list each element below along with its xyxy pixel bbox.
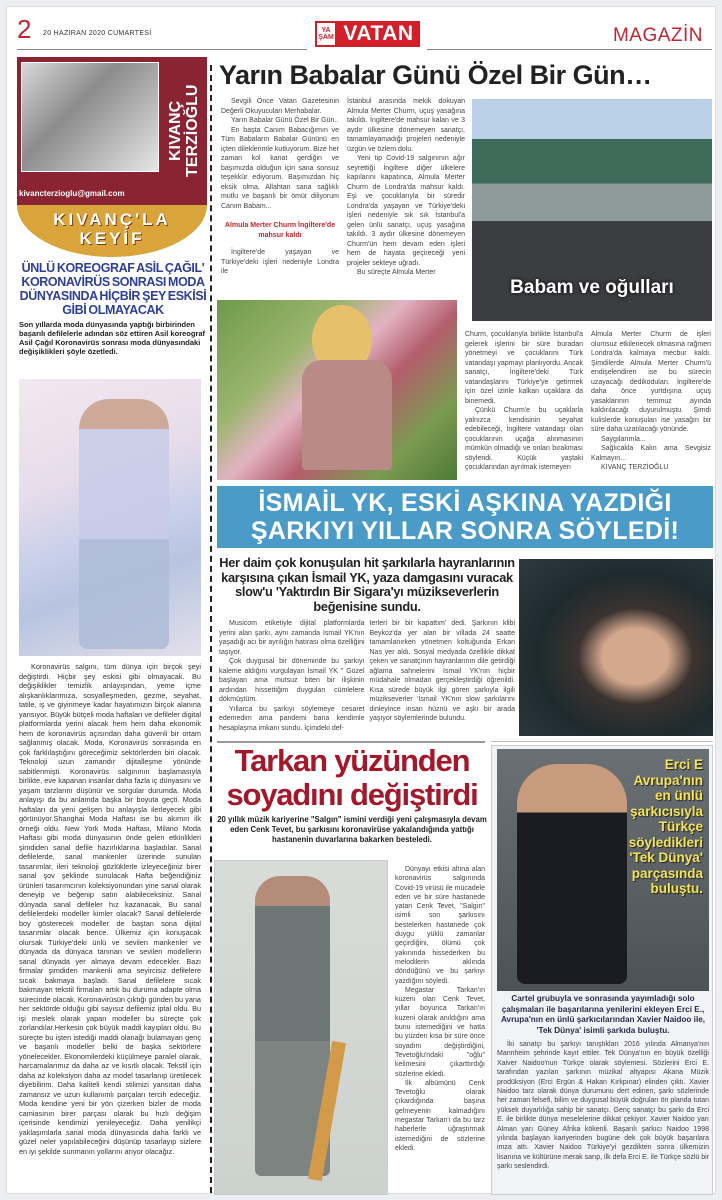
paragraph: En başta Canım Babacığımın ve Tüm Babaların Babalar Gününü en içten dileklerimle kutluyorum. Bize her zaman kol kanat gerdiğin ve başımızda olduğun için sana sonsuz teşekkür ediyorum. Başımızdan hiç eksik olma, Allahtan sana sağlıklı mutlu ve başarılı bir ömür diliyorum Canım Babam... <box>221 126 339 210</box>
paragraph: terleri bir bir kapattım' dedi. Şarkının klibi Beykoz'da yer alan bir villada 24 saatte tamamlanırken yönetmen koltuğunda Erkan Nas yer aldı. Sosyal medyada özellikle dikkat çeken ve sanatçının hayranlarının dile getirdiği ağlama sahnelerini İsmail YK'nın hiçbir müdahale olmadan gerçekleştirdiği öğrenildi. Kısa sürede büyük ilgi gören şarkıyla ilgili müzikseverler 'İsmail YK'nın slow şarkılarını dinleyince insan hüznü ve aşkı bir arada yaşıyor söylemlerinde bulundu. <box>369 620 515 722</box>
paragraph: Yıllarca bu şarkıyı söylemeye cesaret edemedim ama pandemi bana kendimle hesaplaşma imkanı sundu. İçimdeki def- <box>219 705 365 732</box>
column-title-line1: KIVANÇ'LA <box>53 210 171 229</box>
newspaper-page <box>6 6 716 1194</box>
tarkan-headline <box>215 744 489 812</box>
ismail-photo <box>519 559 713 736</box>
paragraph: İstanbul arasında mekik dokuyan Almula Merter Churm, uçuş yasağına takıldı. İngiltere'de mahsur kalan ve 3 aydır ülkesine dönemeyen sanatçı, tamamlayamadığı projeleri nedeniyle üzgün ve özlem dolu. <box>347 98 465 153</box>
quote-line: Avrupa'nın <box>633 772 703 788</box>
header-rule-right <box>427 49 712 50</box>
paragraph: Saygılarımla... <box>601 435 646 443</box>
quote-line: Türkçe <box>658 819 703 834</box>
fathers-day-col-3 <box>465 330 583 473</box>
tarkan-headline-text: Tarkan yüzünden soyadını değiştirdi <box>226 743 478 812</box>
paragraph: İngiltere'de yaşayan ve Türkiye'deki işleri nedeniyle Londra ile <box>221 249 339 275</box>
left-article-body: Koronavirüs salgını, tüm dünya için birçok şeyi değiştirdi. Hiçbir şey eskisi gibi olmayacak. Bu değişiklikler temizlik anlayışından, yeme içme alışkanlıklarımıza, sosyalleşmeden, gezme, seyahat, tatile, iş ve giyinmeye kadar hayatımızın birçok alanına yansıyor. Büyük bütçeli moda haftaları ve defileler digital platformlarda yerini alacak hem hem daha ekonomik hem de koronavirüs açısından daha güvenli bir ortam sağlanmış olacak. Moda, Koronavirüs sonrasında en çok farklılaştığını göreceğimiz sektörlerden biri olacak. Teknoloji uzun zamandır dijitalleşme yönünde sabitlenmişti. Koronavirüs salgınının başlamasıyla birlikte, eve kapanan insanlar daha fazla iç dünyasını ve yaşam tarzlarını düşünür ve sorgular durumda. Moda anlayışı da bu anlamda başka bir boyuta geçti. Moda haftaları da yeni gelişen bu anlayışla ilerleyecek gibi görünüyor.Shanghai Moda Haftası ise bu akımın ilk örneği oldu. New York Moda Haftası, Milano Moda Haftası gibi moda dünyasının önde gelen etkinlikleri şimdiden sanal defile hazırlıklarına başladılar. Sanal defilelerde, sanal mankenler üzerinde sunulan tasarımlar, ileri teknoloji gözlüklerle izleyeceğiniz birer sanal şov şeklinde sunulacak Hafta beğendiğiniz ürünleri tasarımcının koleksiyonundan yine sanal olarak deneyip ve beğenip satın alabileceksiniz. Sanal dünyada sanal defileler hız kazanacak, Bu sanal defilelerdeki modeller kimler olacak? Sanal defilelerde boy gösterecek modeller de baştan sona dijital tasarımlar olacak bence. Ülkemiz için konuşacak olursak Türkiye'deki ünlü ve sevilen mankenler ve dünyada da dünyaca tanınan ve sevilen modellerin sanal dünyada yer almaya devam edecekler. Bazı firmalar şimdiden mankenli ama seyircisiz defilelere sıcak bakmaya başladı. Sanal defilelere sıcak bakmayan tekstil firmaları artık bu duruma adapte olma sürecinde olacak. Koronavirüsün çıktığı günden bu yana her sektörde olduğu gibi sayısız defilemiz iptal oldu. Bu işi meslek olarak yapan modeller bu süreçte çok zorlandılar.Herkesin çok büyük maddi kayıpları oldu. Bu süreçte bu işten istediği maddi olanağı bulamayan genç ve başarılı modeller belki de başka sektörlere yönelecekler. Ekonomilerdeki küçülmeye paralel olarak, harcamalarımız da daha az ve kısıtlı olacak. Tekstil için daha az koleksiyon daha az model tasarlanıp üretilecek diyebilirim. Daha kaliteli kendi stilimizi yansıtan daha zamansız ve uzun kullanımlı parçaları tercih edeceğiz. Moda kendine yeni bir yön çizerken bizler de moda camiasının birer parçası olarak bu hızlı değişim içerisinde kendimizi yenileyeceğiz. Daha yenilikçi yaklaşımlarla sanal moda dünyasında daha farklı ve güzel neler yapılabileceğini düşünüp tasarlayıp sizlere en iyi şekilde sunmanın yollarını arıyor olacağız. <box>19 662 201 1156</box>
erci-body: İki sanatçı bu şarkıyı tanıştıkları 2016 yılında Almanya'nın Mannheim şehrinde kayıt ettiler. Tek Dünya'nın en büyük özelliği Xaiver Naidoo'nun Türkçe olarak söylemesi. Sözlerini Erci E. tarafından yazılan şarkının müzikal altyapısı Akana Müzik prodüksiyon (Erci Ergün & Hakan Kırkpınar) elinden çıktı. Xavier Naidoo tarz olarak dünya durumunu dert edinen, şarkı sözlerinde her zaman felsefi, bilim ve duygusal büyük doğruları ön planda tutan yüksek duyarlılığa sahip bir sanatçı. Genç sanatçı bu şarkı da Erci E. ile birlikte dünya meselelerine dikkat çekiyor. Xavier Naidoo yarı Alman yarı Güney Afrika kökenli. Başarılı şarkıcı Naidoo 1998 yılında başlayan kariyerinden bugüne dek çok büyük başarılara imza attı. Xavier Naidoo Türkiye'yi gezdikten sonra ülkemizin lisanına ve kültürüne merak sarıp, ilk defa Erci E. ile Türkçe sözlü bir şarkı seslendirdi. <box>497 1041 709 1171</box>
quote-line: buluştu. <box>650 881 703 896</box>
paragraph: Almula Merter Churm de işleri olumsuz etkilenecek olmasına rağmen Londra'da kalmaya mecbur kaldı. Şimdilerde Almula Merter Churm'ü endişelendiren ise bu sürecin uzayacağı dedikoduları. İngiltere'de daha önce yurtdışına uçuş yasaklarının temmuz ayında kaldırılacağı duyurulmuştu. Şimdi kulislerde konuşulan ise yasağın bir süre daha uzatılacağı yönünde. <box>591 331 711 433</box>
ismail-col-1 <box>219 619 365 733</box>
section-name: MAGAZİN <box>612 25 703 46</box>
tarkan-header <box>215 744 489 845</box>
fathers-day-headline: Yarın Babalar Günü Özel Bir Gün… <box>219 60 652 90</box>
paragraph: İlk albümünü Cenk Tevetoğlu olarak çıkardığında başına gelmeyenin kalmadığını megastar Tarkan'ı da bu tarz haberlerle uğraştırmak istemediğini de sözlerine ekledi. <box>395 1079 485 1152</box>
paragraph: Sevgili Önce Vatan Gazetesinin Değerli Okuyucuları Merhabalar. <box>221 98 339 115</box>
choreographer-photo <box>19 379 201 656</box>
paragraph: Dünyayı etkisi altına alan koronavirüs salgınında Covid-19 virüsü ile mücadele eden ve bir süre hastanede yatan Cenk Tevet, "Salgın" isimli son şarkısını bestelerken hastanede çok duygu yüklü zamanlar geçirdiğini, ölümü çok yakınında hissederken bu melodilerin aklında döndüğünü ve bu şarkıyı yazdığını söyledi. <box>395 866 485 985</box>
logo-text: VATAN <box>337 21 420 47</box>
paragraph: Yeni tip Covid-19 salgınının ağır seyrettiği İngiltere diğer ülkelere kapılarını kapatınca, Almula Merter Churm de Londra'da mahsur kaldı. Eşi ve çocuklarıyla bir süredir Londra'da yaşayan ve Türkiye'deki işleri nedeniyle sık sık İstanbul'a gelen ünlü sanatçı, uçuş yasağına takıldı. 3 aydır ülkesine dönemeyen Churm'ün hem devam eden işleri hem de hayata geçireceği yeni projeler sekteye uğradı. <box>347 155 465 267</box>
author-signature: KIVANÇ TERZİOĞLU <box>601 464 669 471</box>
columnist-last-name: TERZİOĞLU <box>184 84 201 177</box>
fathers-day-col-2 <box>347 97 465 278</box>
paragraph: Çok duygusal bir döneminde bu şarkıyı kaleme aldığını vurgulayan İsmail YK " Güzel başlayan ama mutsuz biten bir ilişkinin ardından hissettiğim duyguları cümlelere dökmüştüm. <box>219 658 365 703</box>
paragraph: Churm, çocuklarıyla birlikte İstanbul'a gelerek işlerini bir süre buradan yönetmeyi ve çocuklarını Türk vatandaşı yapmayı planlıyordu. Ancak sanatçı, İngiltere'deki Türk vatandaşlarını Türkiye'ye getirmek için özel izinle kalkan uçaklara da binemedi. <box>465 331 583 405</box>
columnist-photo <box>21 62 159 172</box>
ismail-lead: Her daim çok konuşulan hit şarkılarla hayranlarının karşısına çıkan İsmail YK, yaza damgasını vuracak slow'u 'Yaktırdın Bir Sigara'yı müzikseverlerin beğenisine sundu. <box>219 555 515 614</box>
logo-badge: YA ŞAM <box>315 21 337 47</box>
section-rule <box>491 741 713 742</box>
paragraph: Çünkü Churm'e bu uçaklarla yalnızca kendisinin seyahat edebileceği, İngiltere vatandaşı olan çocuklarının uçağa alınmasının mümkün olmadığı ve onları bırakması söylendi. Küçük yaştaki çocuklarından ayrılmak istemeyen <box>465 407 583 471</box>
ismail-col-2 <box>370 619 516 733</box>
quote-line: söyledikleri <box>628 834 703 850</box>
column-title-line2: KEYİF <box>79 229 145 248</box>
ismail-article <box>217 556 517 733</box>
column-divider <box>210 65 212 1193</box>
header-rule-left <box>17 49 307 50</box>
paragraph: Sağlıcakla Kalın ama Sevgisiz Kalmayın... <box>591 445 711 462</box>
quote-line: şarkıcısıyla <box>630 803 703 819</box>
cenk-tevet-photo <box>214 860 388 1195</box>
erci-caption: Cartel grubuyla ve sonrasında yayımladığı solo çalışmaları ile başarılarına yenilerini ekleyen Erci E., Avrupa'nın en ünlü şarkıcılarından Xavier Naidoo ile, 'Tek Dünya' isimli şarkıda buluştu. <box>500 994 706 1035</box>
left-article-header <box>17 261 209 356</box>
paragraph: Yarın Babalar Günü Özel Bir Gün.. <box>231 117 339 124</box>
fathers-day-col-4 <box>591 330 711 473</box>
quote-line: en ünlü <box>655 788 703 803</box>
ismail-columns <box>217 619 517 733</box>
ismail-headline: İSMAİL YK, ESKİ AŞKINA YAZDIĞI ŞARKIYI YILLAR SONRA SÖYLEDİ! <box>217 486 713 548</box>
columnist-first-name: KIVANÇ <box>167 100 184 161</box>
column-title <box>17 205 207 257</box>
paragraph: Bu süreçte Almula Merter <box>357 269 436 276</box>
family-photo <box>217 300 457 480</box>
erci-quote <box>603 757 703 897</box>
father-and-sons-caption: Babam ve oğulları <box>510 277 674 298</box>
left-article-subhead: Son yıllarda moda dünyasında yaptığı birbirinden başarılı defilelerle adından söz ettiren Asil koreograf Asil Çağıl Koronavirüs sonrası moda dünyasındaki değişiklikleri şöyle özetledi. <box>19 320 206 356</box>
paragraph: Megastar Tarkan'ın kuzeni olan Cenk Tevet, yıllar boyunca Tarkan'ın kuzeni olarak anıldığını ama bunu istemediğini ve hatta bu yüzden kısa bir süre önce soyadını değiştirdiğini, Tevetoğlu'ndaki "oğlu" kelimesini çıkarttırdığı sözlerine ekledi. <box>395 986 485 1078</box>
columnist-email[interactable]: kivancterzioglu@gmail.com <box>19 189 125 198</box>
left-article-headline: ÜNLÜ KOREOGRAF ASİL ÇAĞIL' KORONAVİRÜS SONRASI MODA DÜNYASINDA HİÇBİR ŞEY ESKİSİ GİBİ OLMAYACAK <box>19 261 207 317</box>
paragraph: Musicom etiketiyle dijital platformlarda yerini alan şarkı, aynı zamanda İsmail YK'nın yaşadığı acı bir ayrılığın hatırası olma özelliğini taşıyor. <box>219 620 365 656</box>
quote-line: parçasında <box>631 865 703 881</box>
fathers-day-col-1 <box>221 97 339 277</box>
issue-date: 20 HAZİRAN 2020 CUMARTESİ <box>43 30 152 37</box>
tarkan-subhead: 20 yıllık müzik kariyerine "Salgın" ismini verdiği yeni çalışmasıyla devam eden Cenk Tevet, bu şarkısını koronavirüse yakalandığında yattığı hastanenin duvarlarına bakarken besteledi. <box>217 815 487 844</box>
page-number: 2 <box>17 14 32 44</box>
vatan-logo <box>315 21 420 47</box>
columnist-name <box>167 63 201 198</box>
quote-line: 'Tek Dünya' <box>629 850 703 865</box>
quote-line: Erci E <box>664 757 703 772</box>
fathers-day-subhead: Almula Merter Churm İngiltere'de mahsur kaldı <box>224 222 336 239</box>
tarkan-body <box>395 865 485 1153</box>
erci-text <box>497 994 709 1172</box>
